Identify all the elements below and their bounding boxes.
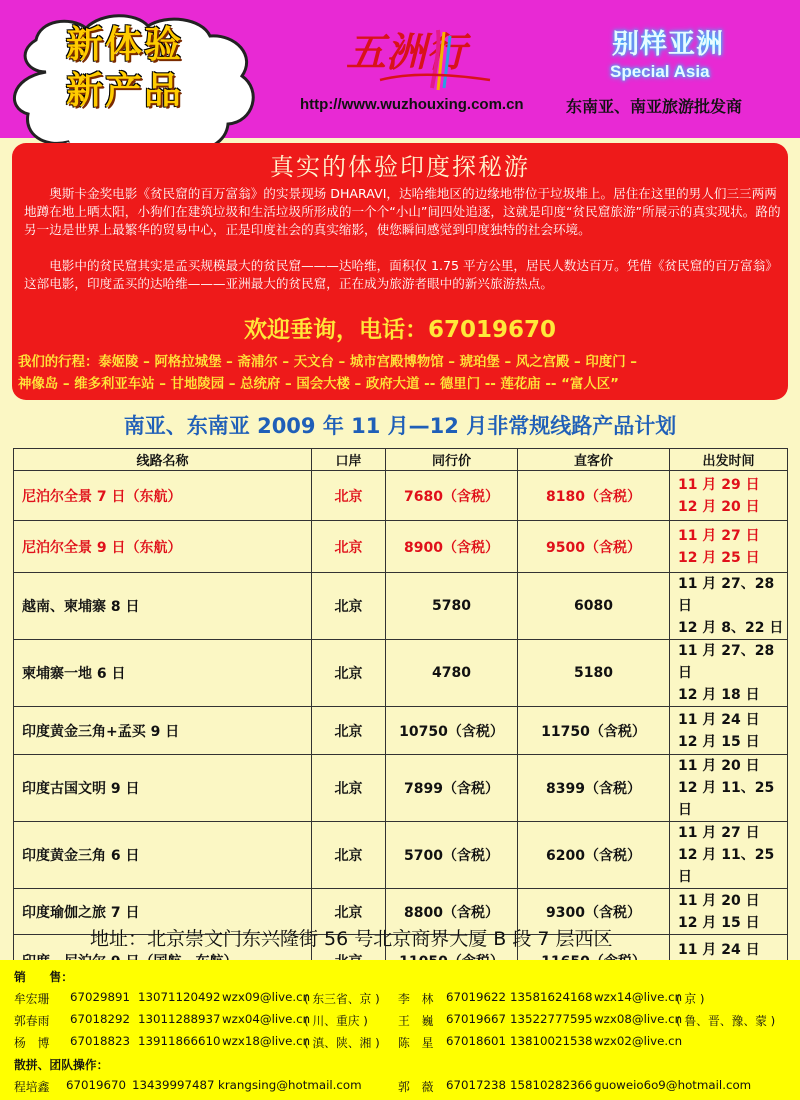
departure-date: 12 月 25 日: [678, 549, 760, 566]
contact-mobile: 15810282366: [510, 1078, 593, 1092]
slogan-line-1: 新体验: [66, 23, 183, 66]
route-retail-price: 11750（含税）: [518, 707, 670, 755]
departure-date: 12 月 20 日: [678, 498, 760, 515]
col-header-departure: 出发时间: [670, 449, 788, 471]
slogan-line-2: 新产品: [66, 69, 183, 112]
route-trade-price: 5780: [386, 573, 518, 640]
itinerary-line-2: 神像岛 – 维多利亚车站 – 甘地陵园 – 总统府 – 国会大楼 – 政府大道 -- 德里门 -- 莲花庙 -- “富人区”: [18, 377, 619, 392]
route-name: 印度黄金三角 6 日: [14, 822, 312, 889]
departure-date: 11 月 27、28 日: [678, 643, 775, 681]
contact-region: ( 滇、陕、湘 ): [304, 1036, 380, 1050]
contact-region: ( 京 ): [676, 992, 705, 1006]
route-port: 北京: [312, 573, 386, 640]
table-row: [14, 573, 788, 640]
departure-date: 12 月 18 日: [678, 687, 760, 703]
route-name: 越南、柬埔寨 8 日: [14, 573, 312, 640]
route-name: 印度黄金三角+孟买 9 日: [14, 707, 312, 755]
col-header-route: 线路名称: [14, 449, 312, 471]
contact-footer: [0, 960, 800, 1100]
header-banner: [0, 0, 800, 138]
table-row: [14, 755, 788, 822]
departure-date: 11 月 24 日: [678, 941, 760, 958]
contact-name: 杨 博: [14, 1036, 50, 1050]
svg-text:五洲行: 五洲行: [346, 29, 466, 76]
route-trade-price: 8800（含税）: [386, 889, 518, 935]
route-name: 印度瑜伽之旅 7 日: [14, 889, 312, 935]
route-port: 北京: [312, 755, 386, 822]
route-trade-price: 10750（含税）: [386, 707, 518, 755]
departure-date: 11 月 20 日: [678, 892, 760, 909]
departure-date: 12 月 8、22 日: [678, 620, 784, 636]
table-row: [14, 822, 788, 889]
contact-name: 程培鑫: [14, 1080, 50, 1094]
route-departure: [670, 822, 788, 889]
departure-date: 11 月 29 日: [678, 476, 760, 493]
col-header-port: 口岸: [312, 449, 386, 471]
logo-graphic: [340, 22, 500, 92]
contact-phone: 67019667: [446, 1012, 507, 1026]
contact-mobile: 13581624168: [510, 990, 593, 1004]
departure-date: 11 月 20 日: [678, 758, 760, 774]
route-retail-price: 5180: [518, 640, 670, 707]
route-trade-price: 4780: [386, 640, 518, 707]
contact-mobile: 13071120492: [138, 990, 221, 1004]
special-asia-chinese: 别样亚洲: [612, 29, 724, 60]
contact-email[interactable]: wzx08@live.cn: [594, 1012, 683, 1026]
business-description: 东南亚、南亚旅游批发商: [566, 97, 743, 116]
route-departure: [670, 521, 788, 573]
route-port: 北京: [312, 889, 386, 935]
contact-mobile: 13011288937: [138, 1012, 221, 1026]
route-name: 柬埔寨一地 6 日: [14, 640, 312, 707]
contact-name: 郭春雨: [14, 1014, 50, 1028]
table-header-row: [14, 449, 788, 471]
contact-phone: 67019670: [66, 1078, 127, 1092]
contact-phone: 67018823: [70, 1034, 131, 1048]
route-port: 北京: [312, 640, 386, 707]
contact-name: 牟宏珊: [14, 992, 50, 1006]
table-row: [14, 640, 788, 707]
route-port: 北京: [312, 822, 386, 889]
plan-title: 南亚、东南亚 2009 年 11 月—12 月非常规线路产品计划: [123, 414, 677, 438]
contact-phone: 67018292: [70, 1012, 131, 1026]
route-trade-price: 7680（含税）: [386, 471, 518, 521]
route-name: 尼泊尔全景 7 日（东航）: [14, 471, 312, 521]
contact-mobile: 13522777595: [510, 1012, 593, 1026]
sales-heading: 销 售：: [14, 970, 73, 984]
india-tour-promo: [12, 143, 788, 400]
departure-date: 12 月 11、25 日: [678, 780, 775, 818]
contact-email[interactable]: wzx04@live.cn: [222, 1012, 311, 1026]
route-departure: [670, 889, 788, 935]
slogan: [66, 22, 226, 114]
contact-mobile: 13439997487: [132, 1078, 215, 1092]
departure-date: 12 月 11、25 日: [678, 847, 775, 885]
promo-title: 真实的体验印度探秘游: [270, 153, 530, 181]
contact-email[interactable]: krangsing@hotmail.com: [218, 1078, 362, 1092]
route-trade-price: 8900（含税）: [386, 521, 518, 573]
table-row: [14, 521, 788, 573]
route-retail-price: 9500（含税）: [518, 521, 670, 573]
contact-phone: 67029891: [70, 990, 131, 1004]
departure-date: 11 月 27、28 日: [678, 576, 775, 614]
website-link[interactable]: http://www.wuzhouxing.com.cn: [300, 96, 524, 113]
route-port: 北京: [312, 707, 386, 755]
contact-mobile: 13911866610: [138, 1034, 221, 1048]
route-retail-price: 6080: [518, 573, 670, 640]
contact-region: ( 东三省、京 ): [304, 992, 380, 1006]
contact-name: 王 巍: [398, 1014, 434, 1028]
route-departure: [670, 755, 788, 822]
promo-paragraph-2: 电影中的贫民窟其实是孟买规模最大的贫民窟———达哈维，面积仅 1.75 平方公里，居民人数达百万。凭借《贫民窟的百万富翁》这部电影，印度孟买的达哈维———亚洲最大的贫民窟，正在成为旅游者眼中的新兴旅游热点。: [24, 258, 778, 291]
departure-date: 11 月 24 日: [678, 711, 760, 728]
route-departure: [670, 471, 788, 521]
route-port: 北京: [312, 471, 386, 521]
departure-date: 12 月 15 日: [678, 914, 760, 931]
table-row: [14, 471, 788, 521]
route-retail-price: 8399（含税）: [518, 755, 670, 822]
contact-email[interactable]: guoweio6o9@hotmail.com: [594, 1078, 752, 1092]
contact-region: ( 鲁、晋、豫、蒙 ): [676, 1014, 776, 1028]
route-departure: [670, 707, 788, 755]
special-asia-english: Special Asia: [610, 62, 710, 81]
route-trade-price: 7899（含税）: [386, 755, 518, 822]
table-row: [14, 707, 788, 755]
departure-date: 11 月 27 日: [678, 825, 760, 841]
departure-date: 11 月 27 日: [678, 527, 760, 544]
promo-paragraph-1: 奥斯卡金奖电影《贫民窟的百万富翁》的实景现场 DHARAVI，达哈维地区的边缘地带位于垃圾堆上。居住在这里的男人们三三两两地蹲在地上晒太阳，小狗们在建筑垃圾和生活垃圾所形成的一个个“小山”间四处追逐，这就是印度“贫民窟旅游”所展示的真实现状。路的另一边是世界上最繁华的贸易中心，正是印度社会的真实缩影，使您瞬间感觉到印度独特的社会环境。: [24, 186, 781, 237]
contact-email[interactable]: wzx14@live.cn: [594, 990, 683, 1004]
contact-phone: 67018601: [446, 1034, 507, 1048]
group-ops-heading: 散拼、团队操作：: [14, 1058, 109, 1072]
route-retail-price: 8180（含税）: [518, 471, 670, 521]
departure-date: 12 月 15 日: [678, 733, 760, 750]
route-name: 尼泊尔全景 9 日（东航）: [14, 521, 312, 573]
contact-mobile: 13810021538: [510, 1034, 593, 1048]
promo-phone: 欢迎垂询，电话：67019670: [243, 317, 557, 343]
company-logo: [340, 22, 500, 92]
route-departure: [670, 640, 788, 707]
contact-email[interactable]: wzx09@live.cn: [222, 990, 311, 1004]
col-header-retail-price: 直客价: [518, 449, 670, 471]
route-departure: [670, 573, 788, 640]
contact-name: 李 林: [398, 992, 434, 1006]
contact-phone: 67019622: [446, 990, 507, 1004]
route-retail-price: 9300（含税）: [518, 889, 670, 935]
route-name: 印度古国文明 9 日: [14, 755, 312, 822]
contact-name: 郭 薇: [398, 1080, 434, 1094]
contact-email[interactable]: wzx02@live.cn: [594, 1034, 683, 1048]
company-address: 地址：北京崇文门东兴隆街 56 号北京商界大厦 B 段 7 层西区: [90, 928, 613, 950]
route-retail-price: 6200（含税）: [518, 822, 670, 889]
contact-region: ( 川、重庆 ): [304, 1014, 368, 1028]
itinerary-line-1: 我们的行程：泰姬陵 – 阿格拉城堡 – 斋浦尔 – 天文台 – 城市宫殿博物馆 – 琥珀堡 – 风之宫殿 – 印度门 –: [18, 355, 637, 370]
contact-email[interactable]: wzx18@live.cn: [222, 1034, 311, 1048]
col-header-trade-price: 同行价: [386, 449, 518, 471]
contact-phone: 67017238: [446, 1078, 507, 1092]
route-table: [13, 448, 788, 987]
route-trade-price: 5700（含税）: [386, 822, 518, 889]
contact-name: 陈 星: [398, 1036, 434, 1050]
route-port: 北京: [312, 521, 386, 573]
